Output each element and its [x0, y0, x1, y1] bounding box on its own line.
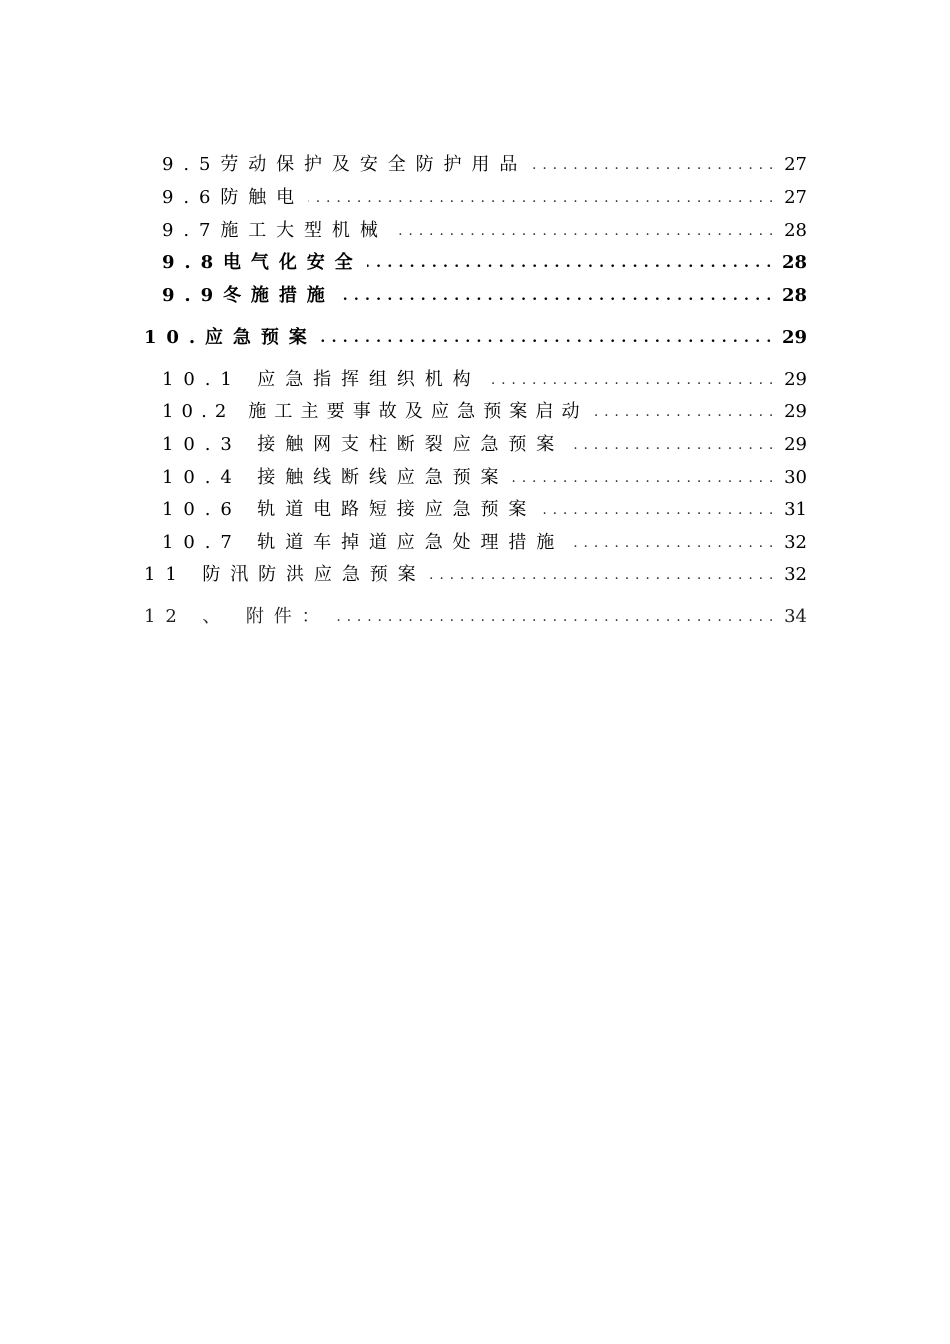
toc-entry-label: 10.6 轨道电路短接应急预案	[162, 499, 537, 520]
toc-leader-dots	[392, 220, 774, 242]
toc-leader-dots	[531, 154, 774, 176]
toc-leader-dots	[321, 327, 772, 349]
toc-entry-label: 10.7 轨道车掉道应急处理措施	[162, 532, 565, 553]
toc-entry-label: 12 、 附件：	[144, 606, 330, 627]
toc-entry-label: 9.8电气化安全	[162, 252, 363, 273]
toc-entry-10-3[interactable]	[162, 428, 807, 456]
toc-entry-page: 29	[781, 327, 807, 348]
toc-entry-page: 28	[781, 285, 807, 306]
toc-entry-page: 29	[784, 401, 807, 422]
toc-entry-10-4[interactable]	[162, 461, 807, 489]
toc-entry-page: 28	[784, 220, 807, 241]
toc-entry-label: 10.4 接触线断线应急预案	[162, 467, 509, 488]
toc-entry-page: 34	[784, 606, 807, 627]
toc-entry-label: 10.1 应急指挥组织机构	[162, 369, 481, 390]
toc-entry-10-1[interactable]	[162, 363, 807, 391]
toc-leader-dots	[540, 499, 774, 521]
toc-leader-dots	[430, 564, 775, 586]
toc-entry-page: 32	[784, 564, 807, 585]
toc-leader-dots	[568, 434, 774, 456]
toc-entry-page: 27	[784, 154, 807, 175]
toc-entry-page: 28	[781, 252, 807, 273]
toc-entry-page: 30	[784, 467, 807, 488]
toc-entry-label: 10.2 施工主要事故及应急预案启动	[162, 401, 588, 422]
toc-entry-page: 29	[784, 434, 807, 455]
toc-entry-label: 9.6防触电	[162, 187, 305, 208]
toc-leader-dots	[592, 401, 774, 423]
toc-entry-label: 10.3 接触网支柱断裂应急预案	[162, 434, 565, 455]
toc-entry-label: 11 防汛防洪应急预案	[144, 564, 426, 585]
toc-leader-dots	[568, 532, 774, 554]
toc-entry-10-7[interactable]	[162, 526, 807, 554]
toc-entry-11[interactable]	[144, 558, 807, 586]
toc-entry-label: 9.5劳动保护及安全防护用品	[162, 154, 528, 175]
toc-entry-10-6[interactable]	[162, 493, 807, 521]
toc-entry-page: 27	[784, 187, 807, 208]
toc-entry-page: 32	[784, 532, 807, 553]
toc-leader-dots	[512, 467, 774, 489]
toc-entry-9-9[interactable]	[162, 279, 807, 307]
toc-entry-label: 9.9冬施措施	[162, 285, 335, 306]
toc-entry-10-2[interactable]	[162, 395, 807, 423]
toc-entry-label: 10.应急预案	[144, 327, 317, 348]
toc-leader-dots	[485, 369, 775, 391]
toc-entry-12[interactable]	[144, 600, 807, 628]
toc-entry-label: 9.7施工大型机械	[162, 220, 388, 241]
toc-leader-dots	[339, 285, 772, 307]
toc-leader-dots	[334, 606, 775, 628]
toc-entry-10[interactable]	[144, 321, 807, 349]
toc-entry-page: 29	[784, 369, 807, 390]
toc-entry-9-8[interactable]	[162, 246, 807, 274]
toc-entry-9-6[interactable]	[162, 181, 807, 209]
toc-leader-dots	[308, 187, 774, 209]
toc-entry-9-5[interactable]	[162, 148, 807, 176]
toc-entry-page: 31	[784, 499, 807, 520]
toc-entry-9-7[interactable]	[162, 214, 807, 242]
toc-leader-dots	[367, 252, 772, 274]
